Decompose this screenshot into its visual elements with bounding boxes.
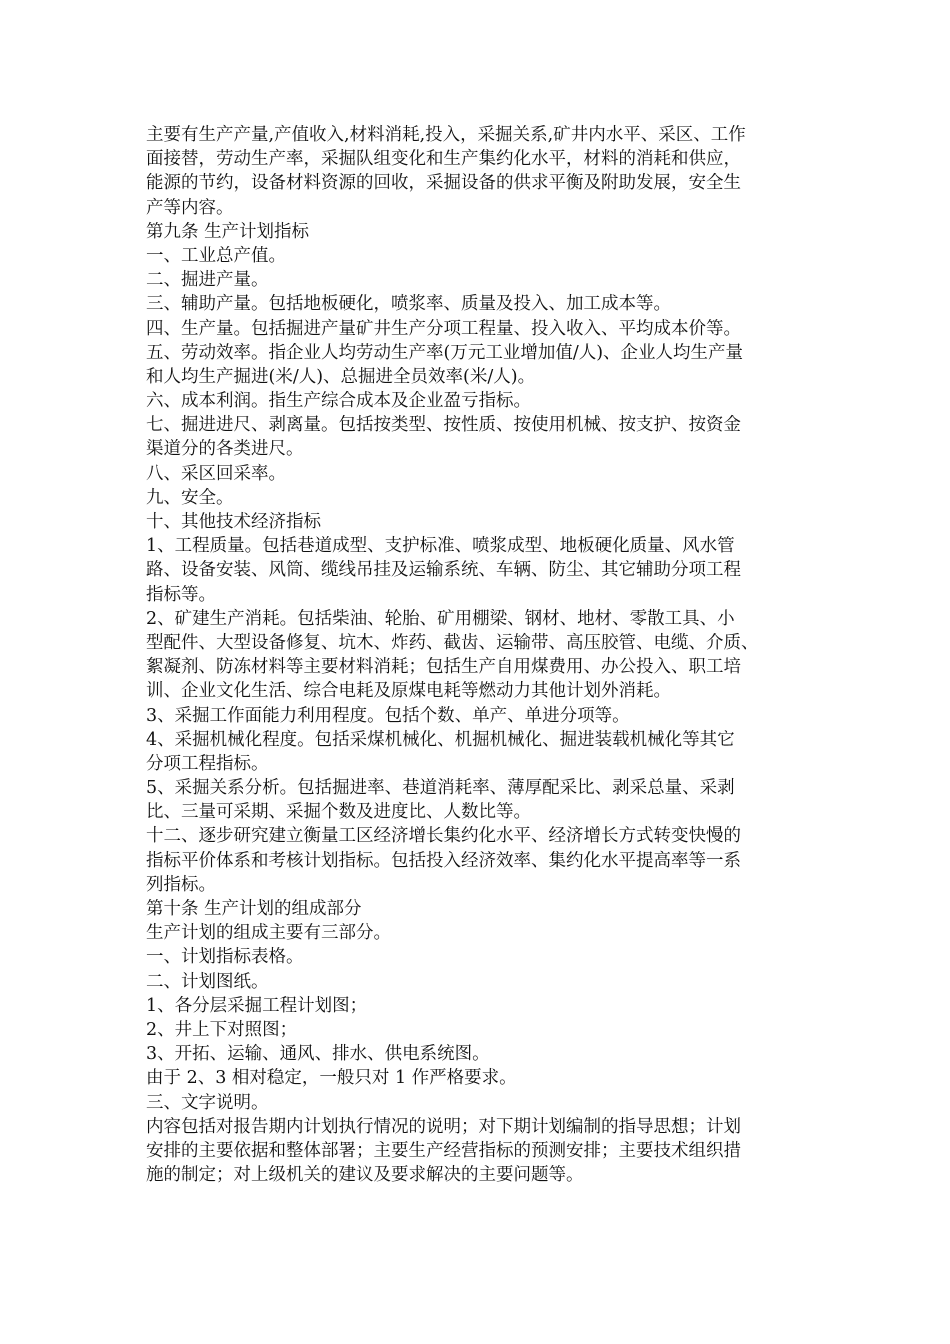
- text-line: 分项工程指标。: [146, 753, 269, 774]
- text-line: 比、三量可采期、采掘个数及进度比、人数比等。: [146, 802, 531, 823]
- text-line: 渠道分的各类进尺。: [146, 439, 304, 460]
- text-line: 型配件、大型设备修复、坑木、炸药、截齿、运输带、高压胶管、电缆、介质、: [146, 632, 759, 653]
- text-line: 二、计划图纸。: [146, 971, 269, 992]
- text-line: 面接替，劳动生产率，采掘队组变化和生产集约化水平，材料的消耗和供应，: [146, 149, 741, 170]
- text-line: 1、各分层采掘工程计划图；: [146, 995, 368, 1016]
- text-line: 絮凝剂、防冻材料等主要材料消耗；包括生产自用煤费用、办公投入、职工培: [146, 657, 741, 678]
- document-body: [146, 123, 814, 1187]
- text-line: 指标平价体系和考核计划指标。包括投入经济效率、集约化水平提高率等一系: [146, 850, 741, 871]
- text-line: 四、生产量。包括掘进产量矿井生产分项工程量、投入收入、平均成本价等。: [146, 318, 741, 339]
- text-line: 七、掘进进尺、剥离量。包括按类型、按性质、按使用机械、按支护、按资金: [146, 415, 741, 436]
- text-line: 3、采掘工作面能力利用程度。包括个数、单产、单进分项等。: [146, 705, 630, 726]
- text-line: 九、安全。: [146, 487, 234, 508]
- text-line: 一、工业总产值。: [146, 245, 286, 266]
- text-line: 3、开拓、运输、通风、排水、供电系统图。: [146, 1044, 490, 1065]
- text-line: 训、企业文化生活、综合电耗及原煤电耗等燃动力其他计划外消耗。: [146, 681, 671, 702]
- text-line: 三、辅助产量。包括地板硬化，喷浆率、质量及投入、加工成本等。: [146, 294, 671, 315]
- text-line: 二、掘进产量。: [146, 270, 269, 291]
- text-line: 施的制定；对上级机关的建议及要求解决的主要问题等。: [146, 1165, 584, 1186]
- text-line: 十二、逐步研究建立衡量工区经济增长集约化水平、经济增长方式转变快慢的: [146, 826, 741, 847]
- text-line: 内容包括对报告期内计划执行情况的说明；对下期计划编制的指导思想；计划: [146, 1116, 741, 1137]
- text-line: 八、采区回采率。: [146, 463, 286, 484]
- text-line: 十、其他技术经济指标: [146, 512, 321, 532]
- text-line: 生产计划的组成主要有三部分。: [146, 923, 391, 944]
- text-line: 第十条 生产计划的组成部分: [146, 899, 362, 919]
- text-line: 路、设备安装、风筒、缆线吊挂及运输系统、车辆、防尘、其它辅助分项工程: [146, 560, 741, 581]
- text-line: 能源的节约，设备材料资源的回收，采掘设备的供求平衡及附助发展，安全生: [146, 173, 741, 194]
- text-line: 三、文字说明。: [146, 1092, 269, 1113]
- text-line: 2、井上下对照图；: [146, 1019, 298, 1040]
- text-line: 指标等。: [146, 584, 216, 605]
- text-line: 由于 2、3 相对稳定，一般只对 1 作严格要求。: [146, 1068, 517, 1089]
- text-line: 五、劳动效率。指企业人均劳动生产率(万元工业增加值/人)、企业人均生产量: [146, 342, 744, 363]
- text-line: 1、工程质量。包括巷道成型、支护标准、喷浆成型、地板硬化质量、风水管: [146, 536, 735, 557]
- text-line: 列指标。: [146, 874, 216, 895]
- text-line: 一、计划指标表格。: [146, 947, 304, 968]
- text-line: 安排的主要依据和整体部署；主要生产经营指标的预测安排；主要技术组织措: [146, 1140, 741, 1161]
- text-line: 2、矿建生产消耗。包括柴油、轮胎、矿用棚梁、钢材、地材、零散工具、小: [146, 608, 735, 629]
- text-line: 六、成本利润。指生产综合成本及企业盈亏指标。: [146, 391, 531, 412]
- text-line: 5、采掘关系分析。包括掘进率、巷道消耗率、薄厚配采比、剥采总量、采剥: [146, 778, 735, 799]
- text-line: 和人均生产掘进(米/人)、总掘进全员效率(米/人)。: [146, 366, 536, 387]
- text-line: 主要有生产产量,产值收入,材料消耗,投入，采掘关系,矿井内水平、采区、工作: [146, 125, 746, 145]
- text-line: 产等内容。: [146, 197, 234, 218]
- text-line: 4、采掘机械化程度。包括采煤机械化、机掘机械化、掘进装载机械化等其它: [146, 729, 735, 750]
- text-line: 第九条 生产计划指标: [146, 221, 310, 242]
